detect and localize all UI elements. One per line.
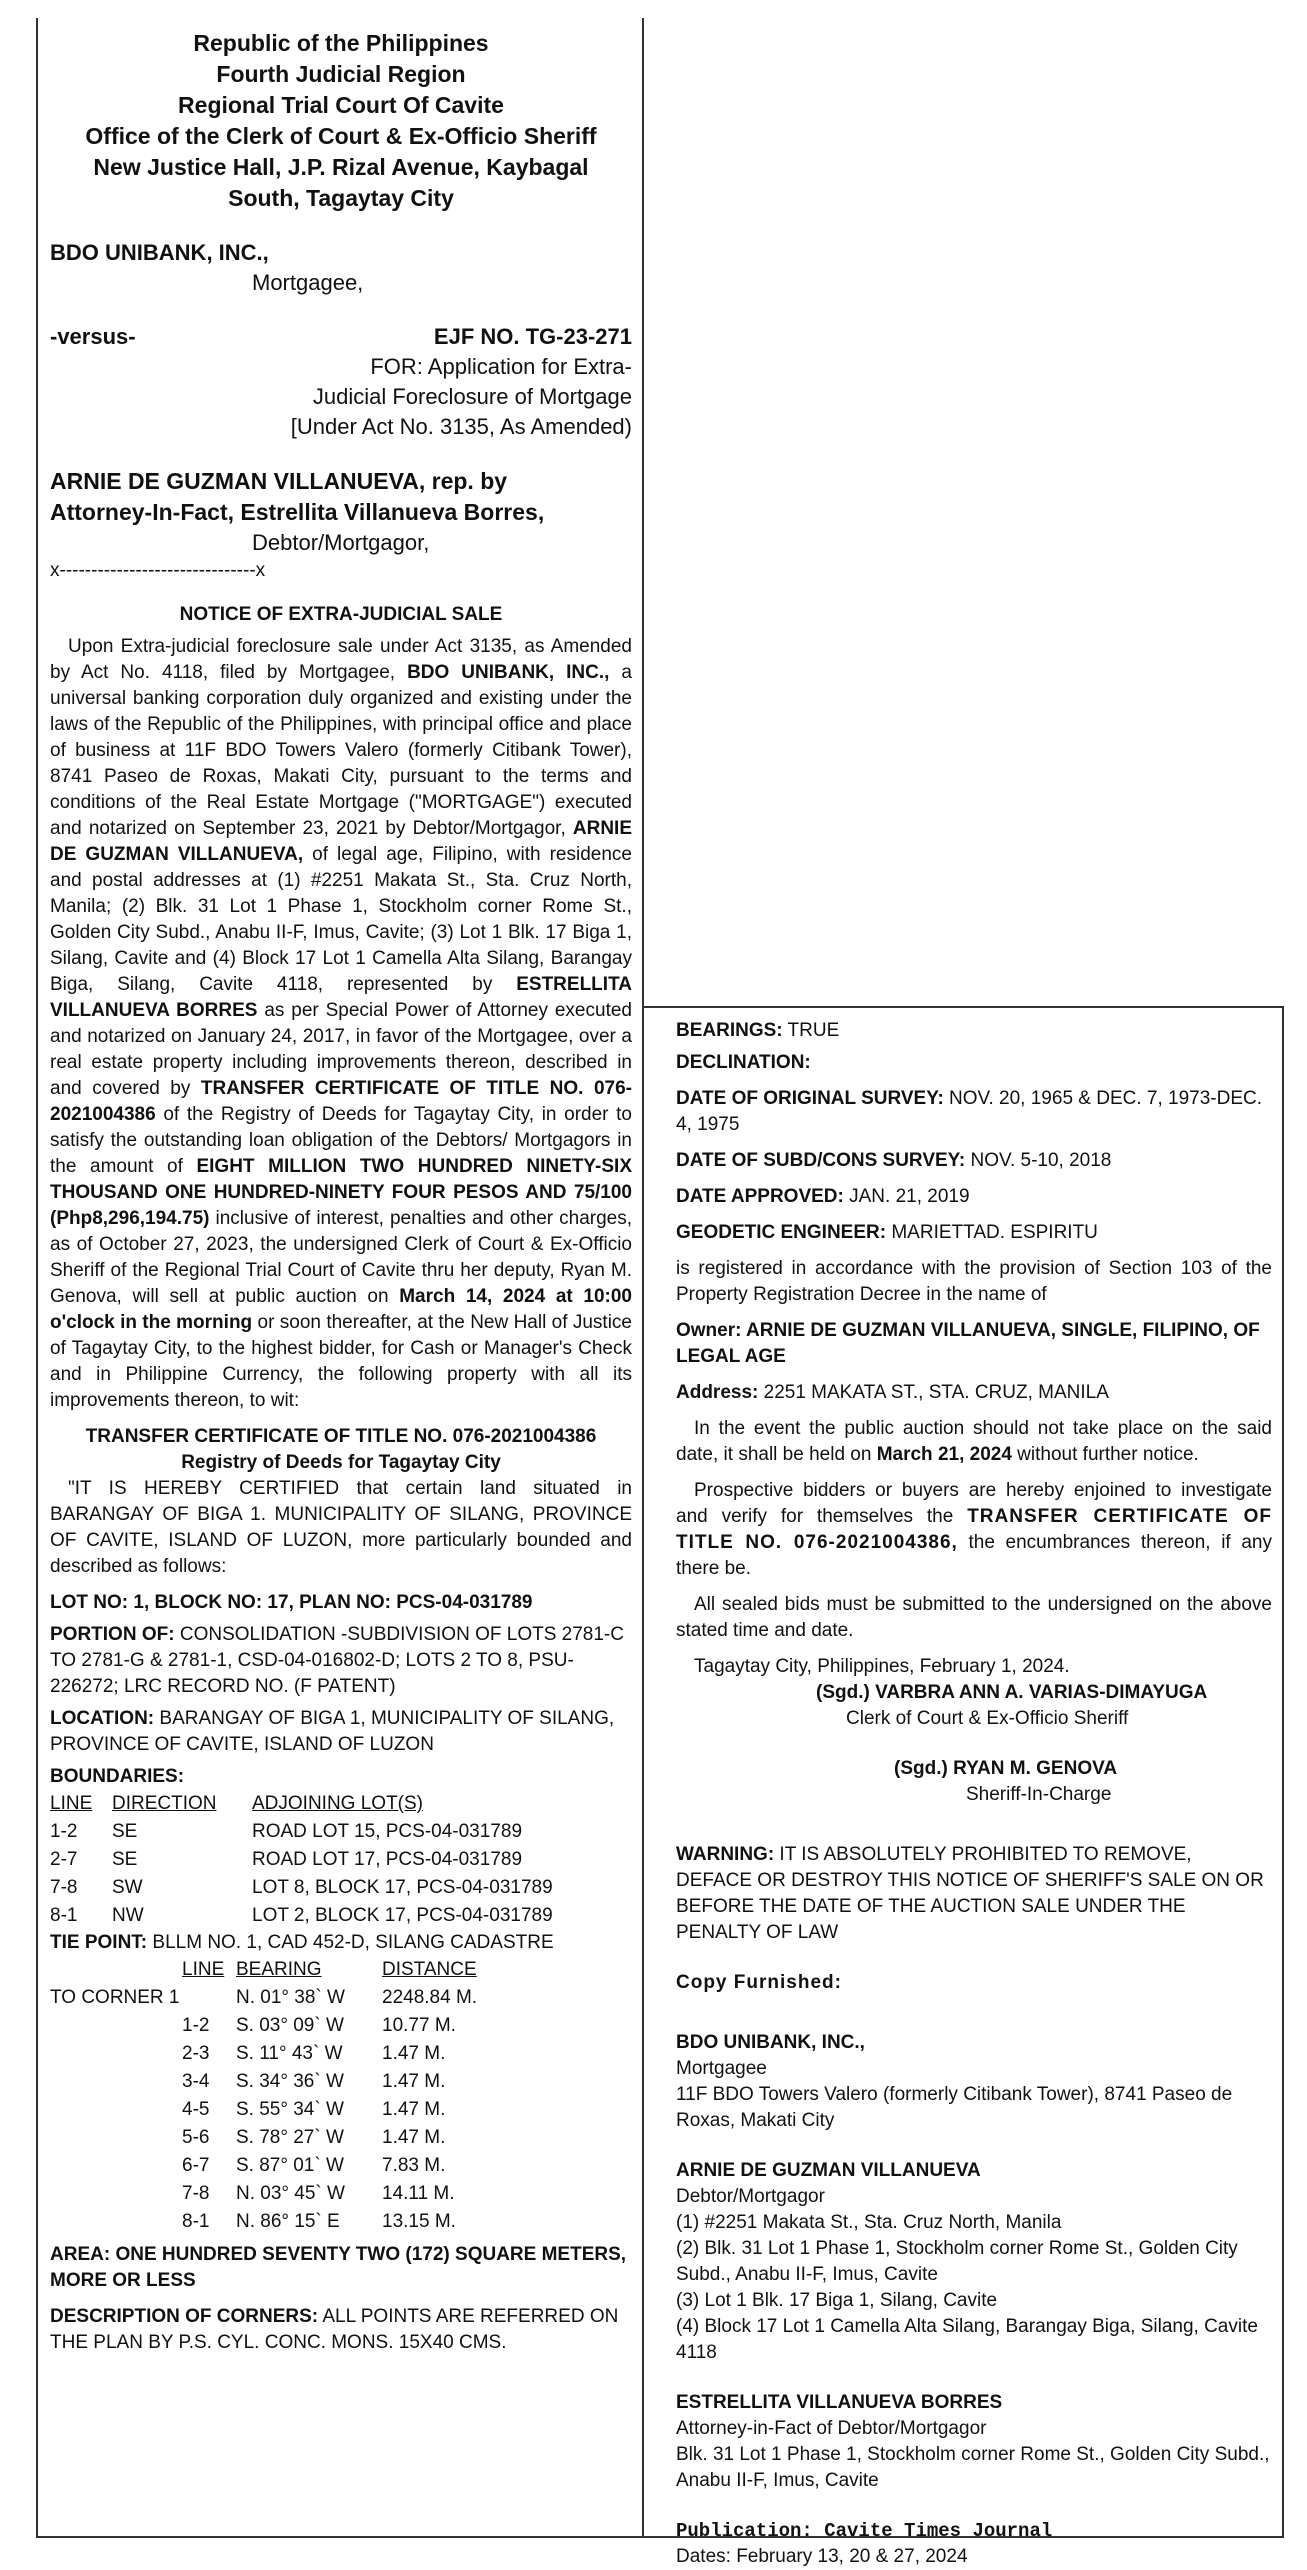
table-row [50,1846,632,1874]
header-line: South, Tagaytay City [228,185,454,211]
address-label: Address: [676,1382,759,1403]
boundaries-header-row [50,1790,632,1818]
area-line: AREA: ONE HUNDRED SEVENTY TWO (172) SQUARE METERS, MORE OR LESS [50,2244,627,2291]
bearing-line: 2-3 [182,2043,210,2064]
furnished-line: (3) Lot 1 Blk. 17 Biga 1, Silang, Cavite [676,2290,998,2311]
bearing-spacer [50,2208,182,2236]
bearing-value: S. 87° 01` W [236,2155,344,2176]
notice-body [50,634,632,1414]
bearing-distance: 10.77 M. [382,2015,456,2036]
boundaries-table [50,1790,632,1930]
sheriff-signature: (Sgd.) RYAN M. GENOVA [894,1758,1118,1779]
table-row [50,2208,632,2236]
clerk-signature: (Sgd.) VARBRA ANN A. VARIAS-DIMAYUGA [816,1682,1208,1703]
mortgagee-role: Mortgagee, [252,270,364,295]
postponement-text-a: In the event the public auction should not take place on the said date, it shall be held on [676,1418,1272,1465]
boundaries-cell: 2-7 [50,1849,78,1870]
notice-text-run: BDO UNIBANK, INC., [407,662,610,683]
bearings-header-cell: DISTANCE [382,1959,477,1980]
location-value: BARANGAY OF BIGA 1, MUNICIPALITY OF SILANG, PROVINCE OF CAVITE, ISLAND OF LUZON [50,1708,615,1755]
caption-separator: x-------------------------------x [50,560,266,581]
case-purpose-line: [Under Act No. 3135, As Amended) [290,414,632,439]
certification-text: "IT IS HEREBY CERTIFIED that certain land situated in BARANGAY OF BIGA 1. MUNICIPALITY OF SILANG, PROVINCE OF CAVITE, ISLAND OF LUZON, more particularly bounded and described as follows: [50,1478,632,1577]
header-line: New Justice Hall, J.P. Rizal Avenue, Kaybagal [93,154,589,180]
owner-line: Owner: ARNIE DE GUZMAN VILLANUEVA, SINGLE, FILIPINO, OF LEGAL AGE [676,1320,1260,1367]
notice-text-run: TRANSFER CERTIFICATE OF TITLE NO. 076-2021004386 [50,1078,632,1125]
bearing-value: S. 55° 34` W [236,2099,344,2120]
place-date: Tagaytay City, Philippines, February 1, 2024. [694,1656,1070,1677]
case-purpose-line: Judicial Foreclosure of Mortgage [312,384,632,409]
debtor-role: Debtor/Mortgagor, [252,530,430,555]
furnished-line: (1) #2251 Makata St., Sta. Cruz North, Manila [676,2212,1062,2233]
notice-text-run: Upon Extra-judicial foreclosure sale under Act 3135, as Amended by Act No. 4118, filed by Mortgagee, [50,636,632,683]
furnished-attorney-name: ESTRELLITA VILLANUEVA BORRES [676,2392,1003,2413]
boundaries-cell: SE [112,1821,138,1842]
notice-text-run: or soon thereafter, at the New Hall of Justice of Tagaytay City, to the highest bidder, for Cash or Manager's Check and in Philippine Currency, the following property with all its improvements thereon, to wit: [50,1312,632,1411]
furnished-bdo-details [676,2056,1272,2134]
notice-text-run: a universal banking corporation duly organized and existing under the laws of the Republic of the Philippines, with principal office and place of business at 11F BDO Towers Valero (formerly Citibank Tower), 8741 Paseo de Roxas, Makati City, pursuant to the terms and conditions of the Real Estate Mortgage ("MORTGAGE") executed and notarized on September 23, 2021 by Debtor/Mortgagor, [50,662,632,839]
bidders-tct: TRANSFER CERTIFICATE OF TITLE NO. 076-2021004386, [676,1506,1272,1553]
boundaries-cell: 1-2 [50,1821,78,1842]
bearing-value: N. 03° 45` W [236,2183,345,2204]
case-number: EJF NO. TG-23-271 [433,324,632,349]
copy-furnished-label: Copy Furnished: [676,1972,842,1993]
furnished-line: (2) Blk. 31 Lot 1 Phase 1, Stockholm corner Rome St., Golden City Subd., Anabu II-F, Imus, Cavite [676,2238,1238,2285]
portion-value: CONSOLIDATION -SUBDIVISION OF LOTS 2781-C TO 2781-G & 2781-1, CSD-04-016802-D; LOTS 2 TO 8, PSU-226272; LRC RECORD NO. (F PATENT) [50,1624,624,1697]
notice-text-run: March 14, 2024 at 10:00 o'clock in the morning [50,1286,633,1333]
bearing-line: 4-5 [182,2099,210,2120]
bidders-text-a: Prospective bidders or buyers are hereby enjoined to investigate and verify for themselves the [676,1480,1272,1527]
bearing-line: 3-4 [182,2071,210,2092]
bearing-distance: 1.47 M. [382,2099,446,2120]
bearing-line: 7-8 [182,2183,210,2204]
publication-dates: Dates: February 13, 20 & 27, 2024 [676,2546,968,2567]
sealed-bids-text: All sealed bids must be submitted to the undersigned on the above stated time and date. [676,1594,1272,1641]
bearing-distance: 14.11 M. [382,2183,455,2204]
debtor-line-2: Attorney-In-Fact, Estrellita Villanueva Borres, [50,499,545,525]
lot-line: LOT NO: 1, BLOCK NO: 17, PLAN NO: PCS-04-031789 [50,1592,533,1613]
notice-text-run: of legal age, Filipino, with residence and postal addresses at (1) #2251 Makata St., Sta. Cruz North, Manila; (2) Blk. 31 Lot 1 Phase 1, Stockholm corner Rome St., Golden City Subd., Anabu II-F, Imus, Cavite; (3) Lot 1 Blk. 17 Biga 1, Silang, Cavite and (4) Block 17 Lot 1 Camella Alta Silang, Barangay Biga, Silang, Cavite 4118, represented by [50,844,632,995]
mortgagee-name: BDO UNIBANK, INC., [50,240,269,265]
table-row [50,2180,632,2208]
table-row [50,2068,632,2096]
table-row [50,2152,632,2180]
left-column [36,18,644,2538]
boundaries-header-cell: DIRECTION [112,1793,217,1814]
furnished-attorney-details [676,2416,1272,2494]
bearing-spacer [50,2152,182,2180]
postponement-date: March 21, 2024 [876,1444,1012,1465]
header-line: Regional Trial Court Of Cavite [178,92,504,118]
bearing-distance: 2248.84 M. [382,1987,478,2008]
bidders-text-c: the encumbrances thereon, if any there be. [676,1532,1272,1579]
bearings-header-row [50,1956,632,1984]
bearing-spacer [50,2096,182,2124]
bearing-distance: 1.47 M. [382,2071,446,2092]
bearings-header-cell: LINE [182,1959,225,1980]
furnished-line: Mortgagee [676,2058,767,2079]
notice-text-run: inclusive of interest, penalties and other charges, as of October 27, 2023, the undersigned Clerk of Court & Ex-Officio Sheriff of the Regional Trial Court of Cavite thru her deputy, Ryan M. Genova, will sell at public auction on [50,1208,632,1307]
bearing-value: S. 78° 27` W [236,2127,344,2148]
bearing-spacer [50,2040,182,2068]
furnished-line: Attorney-in-Fact of Debtor/Mortgagor [676,2418,987,2439]
table-row [50,2012,632,2040]
engineer-value: MARIETTAD. ESPIRITU [886,1222,1098,1243]
corners-label: DESCRIPTION OF CORNERS: [50,2306,319,2327]
notice-title: NOTICE OF EXTRA-JUDICIAL SALE [179,604,503,625]
boundaries-header-cell: ADJOINING LOT(S) [252,1793,424,1814]
bearing-value: S. 34° 36` W [236,2071,344,2092]
declination-label: DECLINATION: [676,1052,811,1073]
table-row [50,1984,632,2012]
bearing-distance: 1.47 M. [382,2127,446,2148]
bearing-distance: 1.47 M. [382,2043,446,2064]
furnished-line: 11F BDO Towers Valero (formerly Citibank Tower), 8741 Paseo de Roxas, Makati City [676,2084,1233,2131]
original-survey-label: DATE OF ORIGINAL SURVEY: [676,1088,944,1109]
tct-heading: TRANSFER CERTIFICATE OF TITLE NO. 076-2021004386 [85,1426,597,1447]
furnished-line: Blk. 31 Lot 1 Phase 1, Stockholm corner Rome St., Golden City Subd., Anabu II-F, Imus, Cavite [676,2444,1270,2491]
bearings-value: TRUE [782,1020,840,1041]
warning-label: WARNING: [676,1844,775,1865]
corners-value: ALL POINTS ARE REFERRED ON THE PLAN BY P.S. CYL. CONC. MONS. 15X40 CMS. [50,2306,619,2353]
versus-label: -versus- [50,324,136,349]
furnished-line: (4) Block 17 Lot 1 Camella Alta Silang, Barangay Biga, Silang, Cavite 4118 [676,2316,1258,2363]
table-row [50,2040,632,2068]
table-row [50,1874,632,1902]
bearings-table [50,1956,632,2236]
bearing-line: 8-1 [182,2211,210,2232]
bearing-line: 1-2 [182,2015,210,2036]
bearing-line: 5-6 [182,2127,210,2148]
case-purpose-line: FOR: Application for Extra- [370,354,632,379]
boundaries-cell: 8-1 [50,1905,78,1926]
boundaries-cell: ROAD LOT 15, PCS-04-031789 [252,1821,523,1842]
boundaries-cell: ROAD LOT 17, PCS-04-031789 [252,1849,523,1870]
registration-text: is registered in accordance with the provision of Section 103 of the Property Registration Decree in the name of [676,1258,1272,1305]
bearings-header-spacer [50,1956,182,1984]
original-survey-value: NOV. 20, 1965 & DEC. 7, 1973-DEC. 4, 1975 [676,1088,1263,1135]
sheriff-title: Sheriff-In-Charge [966,1784,1112,1805]
clerk-title: Clerk of Court & Ex-Officio Sheriff [846,1708,1129,1729]
furnished-debtor-details [676,2184,1272,2366]
right-column [644,1006,1284,2567]
subd-survey-label: DATE OF SUBD/CONS SURVEY: [676,1150,966,1171]
boundaries-cell: SE [112,1849,138,1870]
tie-point-value: BLLM NO. 1, CAD 452-D, SILANG CADASTRE [147,1932,554,1953]
postponement-text [676,1416,1272,1468]
furnished-bdo-name: BDO UNIBANK, INC., [676,2032,865,2053]
bearing-line: TO CORNER 1 [50,1987,180,2008]
tie-point-label: TIE POINT: [50,1932,148,1953]
boundaries-cell: SW [112,1877,143,1898]
warning-value: IT IS ABSOLUTELY PROHIBITED TO REMOVE, DEFACE OR DESTROY THIS NOTICE OF SHERIFF'S SALE ON OR BEFORE THE DATE OF THE AUCTION SALE UNDER THE PENALTY OF LAW [676,1844,1264,1943]
table-row [50,2096,632,2124]
header-line: Office of the Clerk of Court & Ex-Officio Sheriff [85,123,597,149]
table-row [50,1902,632,1930]
court-header [50,28,632,214]
bearing-value: S. 03° 09` W [236,2015,344,2036]
case-purpose [50,352,632,442]
furnished-debtor-name: ARNIE DE GUZMAN VILLANUEVA [676,2160,981,2181]
boundaries-label: BOUNDARIES: [50,1766,185,1787]
notice-text-run: as per Special Power of Attorney executed and notarized on January 24, 2017, in favor of the Mortgagee, over a real estate property including improvements thereon, described in and covered by [50,1000,632,1099]
bearing-value: S. 11° 43` W [236,2043,343,2064]
bearing-spacer [50,2068,182,2096]
boundaries-cell: LOT 8, BLOCK 17, PCS-04-031789 [252,1877,553,1898]
debtor-line-1: ARNIE DE GUZMAN VILLANUEVA, rep. by [50,468,508,494]
bearing-distance: 7.83 M. [382,2155,446,2176]
engineer-label: GEODETIC ENGINEER: [676,1222,887,1243]
bearing-spacer [50,2124,182,2152]
portion-label: PORTION OF: [50,1624,175,1645]
date-approved-label: DATE APPROVED: [676,1186,844,1207]
bearing-spacer [50,2180,182,2208]
registry-heading: Registry of Deeds for Tagaytay City [181,1452,501,1473]
notice-text-run: EIGHT MILLION TWO HUNDRED NINETY-SIX THOUSAND ONE HUNDRED-NINETY FOUR PESOS AND 75/100 (Php8,296,194.75) [50,1156,632,1229]
furnished-line: Debtor/Mortgagor [676,2186,825,2207]
table-row [50,1818,632,1846]
bearing-value: N. 01° 38` W [236,1987,345,2008]
table-row [50,2124,632,2152]
postponement-text-c: without further notice. [1011,1444,1199,1465]
date-approved-value: JAN. 21, 2019 [843,1186,970,1207]
bearing-value: N. 86° 15` E [236,2211,340,2232]
location-label: LOCATION: [50,1708,155,1729]
header-line: Republic of the Philippines [193,30,489,56]
bearings-label: BEARINGS: [676,1020,783,1041]
boundaries-cell: NW [112,1905,144,1926]
publication-line: Publication: Cavite Times Journal [676,2520,1053,2542]
boundaries-header-cell: LINE [50,1793,93,1814]
bidders-text [676,1478,1272,1582]
boundaries-cell: 7-8 [50,1877,78,1898]
bearing-line: 6-7 [182,2155,210,2176]
bearings-header-cell: BEARING [236,1959,322,1980]
bearing-spacer [50,2012,182,2040]
notice-text-run: ESTRELLITA VILLANUEVA BORRES [50,974,632,1021]
boundaries-cell: LOT 2, BLOCK 17, PCS-04-031789 [252,1905,553,1926]
bearing-distance: 13.15 M. [382,2211,456,2232]
subd-survey-value: NOV. 5-10, 2018 [965,1150,1112,1171]
address-value: 2251 MAKATA ST., STA. CRUZ, MANILA [758,1382,1109,1403]
notice-text-run: of the Registry of Deeds for Tagaytay City, in order to satisfy the outstanding loan obligation of the Debtors/ Mortgagors in the amount of [50,1104,632,1177]
notice-text-run: ARNIE DE GUZMAN VILLANUEVA, [50,818,632,865]
header-line: Fourth Judicial Region [216,61,466,87]
